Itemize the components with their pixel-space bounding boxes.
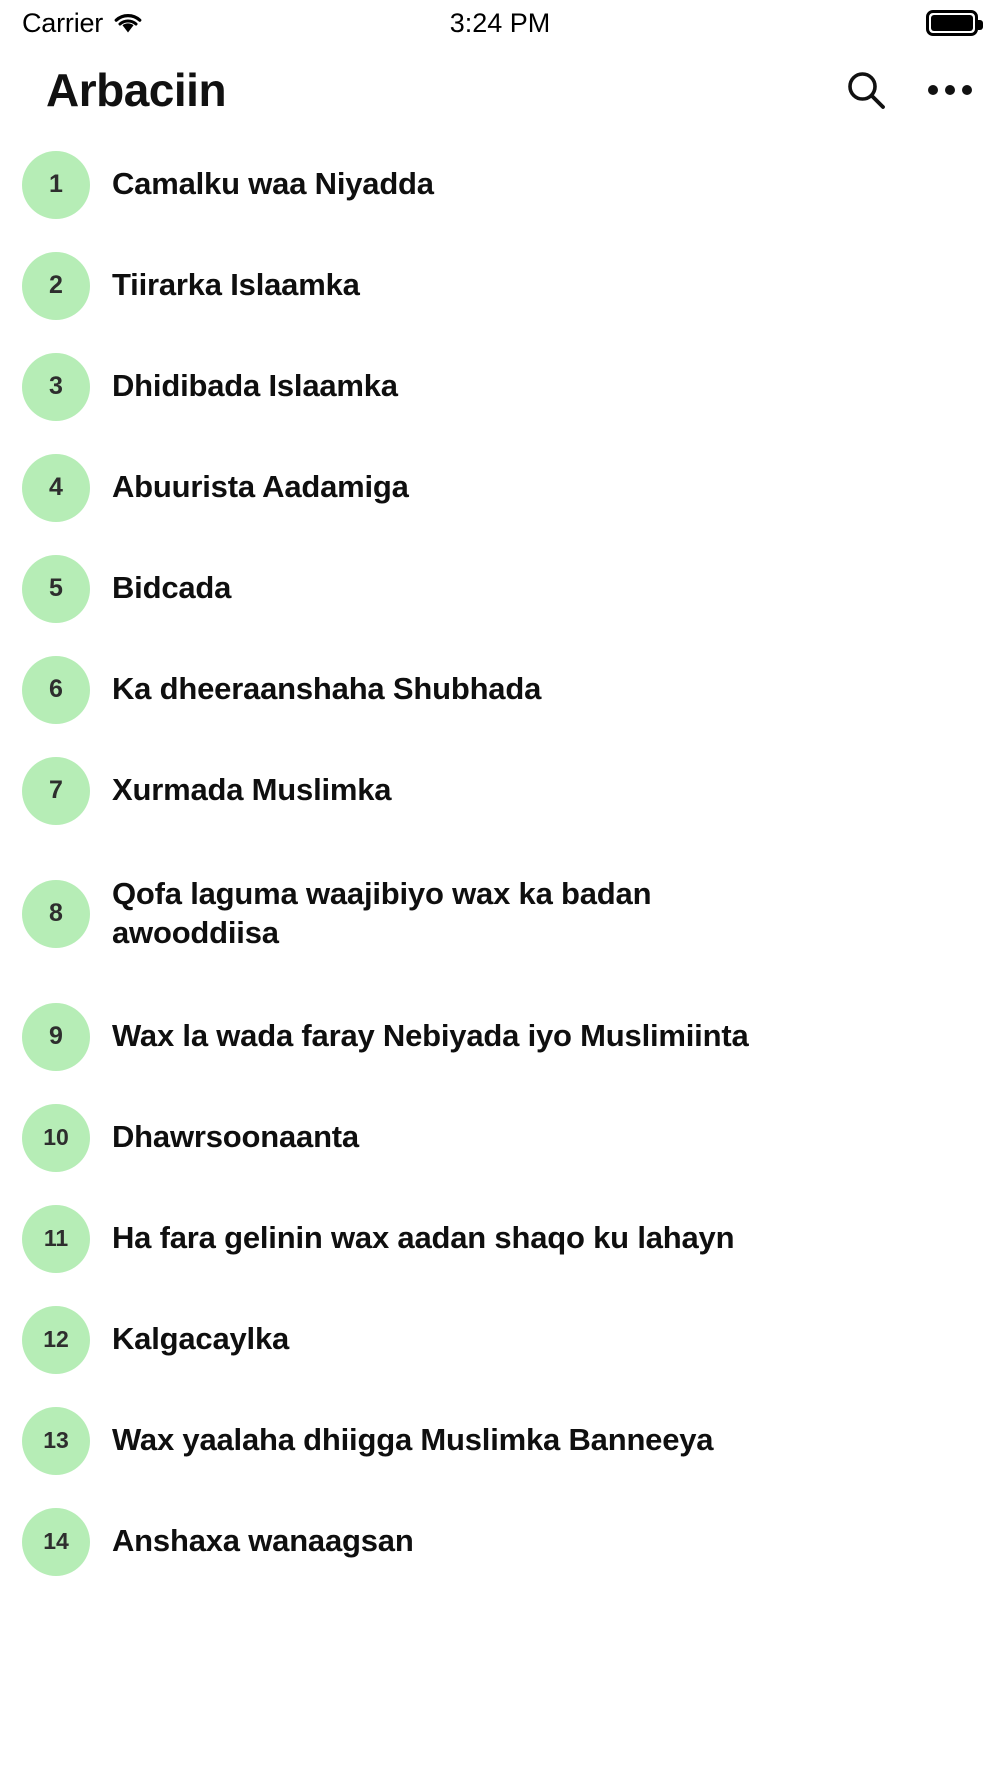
list-item[interactable]: [0, 134, 1000, 235]
chapter-number-badge: 12: [22, 1306, 90, 1374]
chapter-title: Dhawrsoonaanta: [112, 1119, 359, 1155]
more-options-icon[interactable]: [926, 66, 974, 114]
status-bar: [0, 0, 1000, 46]
list-item[interactable]: [0, 841, 1000, 986]
wifi-icon: [113, 12, 143, 34]
chapter-title: Abuurista Aadamiga: [112, 469, 409, 505]
status-bar-right: [926, 10, 978, 36]
chapter-number-badge: 4: [22, 454, 90, 522]
list-item[interactable]: [0, 1289, 1000, 1390]
navigation-actions: [842, 66, 974, 114]
chapter-title: Wax yaalaha dhiigga Muslimka Banneeya: [112, 1422, 714, 1458]
chapter-title: Xurmada Muslimka: [112, 772, 392, 808]
chapter-title: Qofa laguma waajibiyo wax ka badan awooddiisa: [112, 875, 652, 950]
battery-full-icon: [926, 10, 978, 36]
chapter-number-badge: 11: [22, 1205, 90, 1273]
chapter-number-badge: 7: [22, 757, 90, 825]
list-item[interactable]: [0, 986, 1000, 1087]
list-item[interactable]: [0, 639, 1000, 740]
list-item[interactable]: [0, 336, 1000, 437]
chapter-title: Wax la wada faray Nebiyada iyo Muslimiinta: [112, 1018, 749, 1054]
search-icon[interactable]: [842, 66, 890, 114]
list-item[interactable]: [0, 538, 1000, 639]
list-item[interactable]: [0, 1188, 1000, 1289]
chapter-list: [0, 134, 1000, 1592]
battery-fill: [931, 15, 973, 31]
list-item[interactable]: [0, 740, 1000, 841]
chapter-title: Tiirarka Islaamka: [112, 267, 360, 303]
chapter-title: Ha fara gelinin wax aadan shaqo ku lahayn: [112, 1220, 735, 1256]
chapter-number-badge: 3: [22, 353, 90, 421]
chapter-title: Anshaxa wanaagsan: [112, 1523, 414, 1559]
chapter-number-badge: 6: [22, 656, 90, 724]
chapter-number-badge: 5: [22, 555, 90, 623]
list-item[interactable]: [0, 437, 1000, 538]
chapter-number-badge: 8: [22, 880, 90, 948]
chapter-number-badge: 1: [22, 151, 90, 219]
chapter-number-badge: 14: [22, 1508, 90, 1576]
carrier-label: Carrier: [22, 7, 104, 38]
chapter-title: Ka dheeraanshaha Shubhada: [112, 671, 542, 707]
chapter-title: Kalgacaylka: [112, 1321, 290, 1357]
more-dots: [928, 85, 972, 95]
list-item[interactable]: [0, 1087, 1000, 1188]
status-bar-clock: 3:24 PM: [449, 7, 551, 38]
list-item[interactable]: [0, 1491, 1000, 1592]
chapter-number-badge: 10: [22, 1104, 90, 1172]
list-item[interactable]: [0, 1390, 1000, 1491]
chapter-title: Dhidibada Islaamka: [112, 368, 398, 404]
navigation-bar: [0, 46, 1000, 134]
page-title: Arbaciin: [46, 64, 227, 116]
list-item[interactable]: [0, 235, 1000, 336]
status-bar-left: [22, 8, 143, 39]
chapter-title: Camalku waa Niyadda: [112, 166, 434, 202]
chapter-title: Bidcada: [112, 570, 232, 606]
chapter-number-badge: 9: [22, 1003, 90, 1071]
chapter-number-badge: 2: [22, 252, 90, 320]
chapter-number-badge: 13: [22, 1407, 90, 1475]
